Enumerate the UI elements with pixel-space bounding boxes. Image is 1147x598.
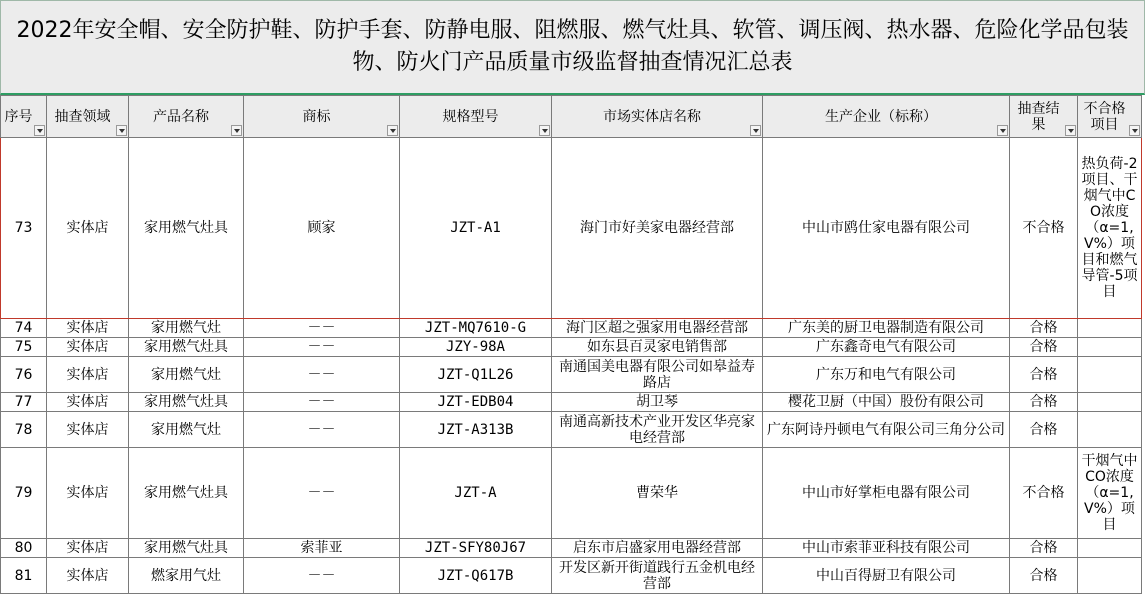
cell-no[interactable]: 80 [1,539,47,558]
cell-brand[interactable]: －－ [244,558,400,594]
header-cell-result[interactable]: 抽查结果 [1010,96,1078,138]
header-row [1,96,1142,138]
cell-fail[interactable] [1078,338,1142,357]
cell-maker[interactable]: 广东阿诗丹顿电气有限公司三角分公司 [763,412,1010,448]
cell-brand[interactable]: 索菲亚 [244,539,400,558]
header-cell-no[interactable]: 序号 [1,96,47,138]
cell-fail[interactable] [1078,558,1142,594]
cell-store[interactable]: 曹荣华 [552,448,763,539]
cell-maker[interactable]: 樱花卫厨（中国）股份有限公司 [763,393,1010,412]
cell-store[interactable]: 开发区新开街道践行五金机电经营部 [552,558,763,594]
cell-model[interactable]: JZT-A [400,448,552,539]
cell-model[interactable]: JZT-SFY80J67 [400,539,552,558]
dropdown-arrow-icon[interactable] [387,125,398,136]
header-cell-area[interactable]: 抽查领域 [47,96,129,138]
cell-result[interactable]: 合格 [1010,393,1078,412]
cell-area[interactable]: 实体店 [47,338,129,357]
cell-maker[interactable]: 广东美的厨卫电器制造有限公司 [763,319,1010,338]
cell-model[interactable]: JZT-EDB04 [400,393,552,412]
cell-no[interactable]: 73 [1,138,47,319]
table-row [1,539,1142,558]
table-row [1,558,1142,594]
dropdown-arrow-icon[interactable] [539,125,550,136]
header-cell-store[interactable]: 市场实体店名称 [552,96,763,138]
sheet-title: 2022年安全帽、安全防护鞋、防护手套、防静电服、阻燃服、燃气灶具、软管、调压阀、热水器、危险化学品包装物、防火门产品质量市级监督抽查情况汇总表 [16,18,1129,75]
cell-store[interactable]: 海门区超之强家用电器经营部 [552,319,763,338]
cell-product[interactable]: 家用燃气灶 [129,319,244,338]
cell-product[interactable]: 家用燃气灶 [129,412,244,448]
cell-result[interactable]: 合格 [1010,412,1078,448]
cell-brand[interactable]: －－ [244,357,400,393]
cell-model[interactable]: JZT-A313B [400,412,552,448]
dropdown-arrow-icon[interactable] [34,125,45,136]
cell-result[interactable]: 合格 [1010,539,1078,558]
table-row [1,338,1142,357]
header-cell-product[interactable]: 产品名称 [129,96,244,138]
cell-area[interactable]: 实体店 [47,319,129,338]
header-cell-brand[interactable]: 商标 [244,96,400,138]
cell-model[interactable]: JZY-98A [400,338,552,357]
cell-brand[interactable]: －－ [244,319,400,338]
cell-model[interactable]: JZT-Q1L26 [400,357,552,393]
cell-model[interactable]: JZT-MQ7610-G [400,319,552,338]
cell-area[interactable]: 实体店 [47,412,129,448]
cell-product[interactable]: 家用燃气灶具 [129,338,244,357]
cell-area[interactable]: 实体店 [47,539,129,558]
cell-brand[interactable]: －－ [244,393,400,412]
cell-store[interactable]: 南通国美电器有限公司如皋益寿路店 [552,357,763,393]
dropdown-arrow-icon[interactable] [750,125,761,136]
cell-store[interactable]: 海门市好美家电器经营部 [552,138,763,319]
cell-maker[interactable]: 广东鑫奇电气有限公司 [763,338,1010,357]
cell-maker[interactable]: 中山百得厨卫有限公司 [763,558,1010,594]
cell-product[interactable]: 家用燃气灶具 [129,393,244,412]
cell-no[interactable]: 79 [1,448,47,539]
cell-maker[interactable]: 中山市鸥仕家电器有限公司 [763,138,1010,319]
cell-no[interactable]: 81 [1,558,47,594]
cell-no[interactable]: 77 [1,393,47,412]
cell-fail[interactable] [1078,319,1142,338]
cell-brand[interactable]: －－ [244,338,400,357]
cell-result[interactable]: 合格 [1010,558,1078,594]
cell-area[interactable]: 实体店 [47,357,129,393]
cell-fail[interactable]: 热负荷-2项目、干烟气中CO浓度（α=1,V%）项目和燃气导管-5项目 [1078,138,1142,319]
cell-maker[interactable]: 中山市索菲亚科技有限公司 [763,539,1010,558]
cell-no[interactable]: 74 [1,319,47,338]
cell-area[interactable]: 实体店 [47,448,129,539]
header-cell-fail[interactable]: 不合格项目 [1078,96,1142,138]
cell-brand[interactable]: －－ [244,412,400,448]
table-row [1,319,1142,338]
cell-no[interactable]: 76 [1,357,47,393]
cell-maker[interactable]: 中山市好掌柜电器有限公司 [763,448,1010,539]
sheet-title-cell[interactable] [0,0,1145,95]
cell-brand[interactable]: －－ [244,448,400,539]
cell-area[interactable]: 实体店 [47,138,129,319]
cell-fail[interactable] [1078,393,1142,412]
cell-model[interactable]: JZT-Q617B [400,558,552,594]
cell-store[interactable]: 胡卫琴 [552,393,763,412]
cell-result[interactable]: 合格 [1010,338,1078,357]
cell-result[interactable]: 合格 [1010,319,1078,338]
cell-area[interactable]: 实体店 [47,558,129,594]
cell-store[interactable]: 南通高新技术产业开发区华亮家电经营部 [552,412,763,448]
cell-result[interactable]: 不合格 [1010,138,1078,319]
cell-store[interactable]: 启东市启盛家用电器经营部 [552,539,763,558]
cell-maker[interactable]: 广东万和电气有限公司 [763,357,1010,393]
cell-model[interactable]: JZT-A1 [400,138,552,319]
cell-product[interactable]: 家用燃气灶具 [129,539,244,558]
header-cell-maker[interactable]: 生产企业（标称） [763,96,1010,138]
cell-fail[interactable] [1078,412,1142,448]
cell-product[interactable]: 家用燃气灶 [129,357,244,393]
cell-product[interactable]: 燃家用气灶 [129,558,244,594]
cell-fail[interactable] [1078,539,1142,558]
dropdown-arrow-icon[interactable] [231,125,242,136]
dropdown-arrow-icon[interactable] [1129,125,1140,136]
dropdown-arrow-icon[interactable] [116,125,127,136]
cell-store[interactable]: 如东县百灵家电销售部 [552,338,763,357]
cell-product[interactable]: 家用燃气灶具 [129,448,244,539]
cell-fail[interactable] [1078,357,1142,393]
header-cell-model[interactable]: 规格型号 [400,96,552,138]
cell-no[interactable]: 78 [1,412,47,448]
dropdown-arrow-icon[interactable] [997,125,1008,136]
data-table [0,95,1142,594]
dropdown-arrow-icon[interactable] [1065,125,1076,136]
cell-result[interactable]: 不合格 [1010,448,1078,539]
table-row [1,138,1142,319]
cell-area[interactable]: 实体店 [47,393,129,412]
table-row [1,412,1142,448]
cell-no[interactable]: 75 [1,338,47,357]
table-row [1,393,1142,412]
cell-product[interactable]: 家用燃气灶具 [129,138,244,319]
table-row [1,448,1142,539]
table-row [1,357,1142,393]
cell-result[interactable]: 合格 [1010,357,1078,393]
cell-brand[interactable]: 顾家 [244,138,400,319]
cell-fail[interactable]: 干烟气中CO浓度（α=1,V%）项目 [1078,448,1142,539]
